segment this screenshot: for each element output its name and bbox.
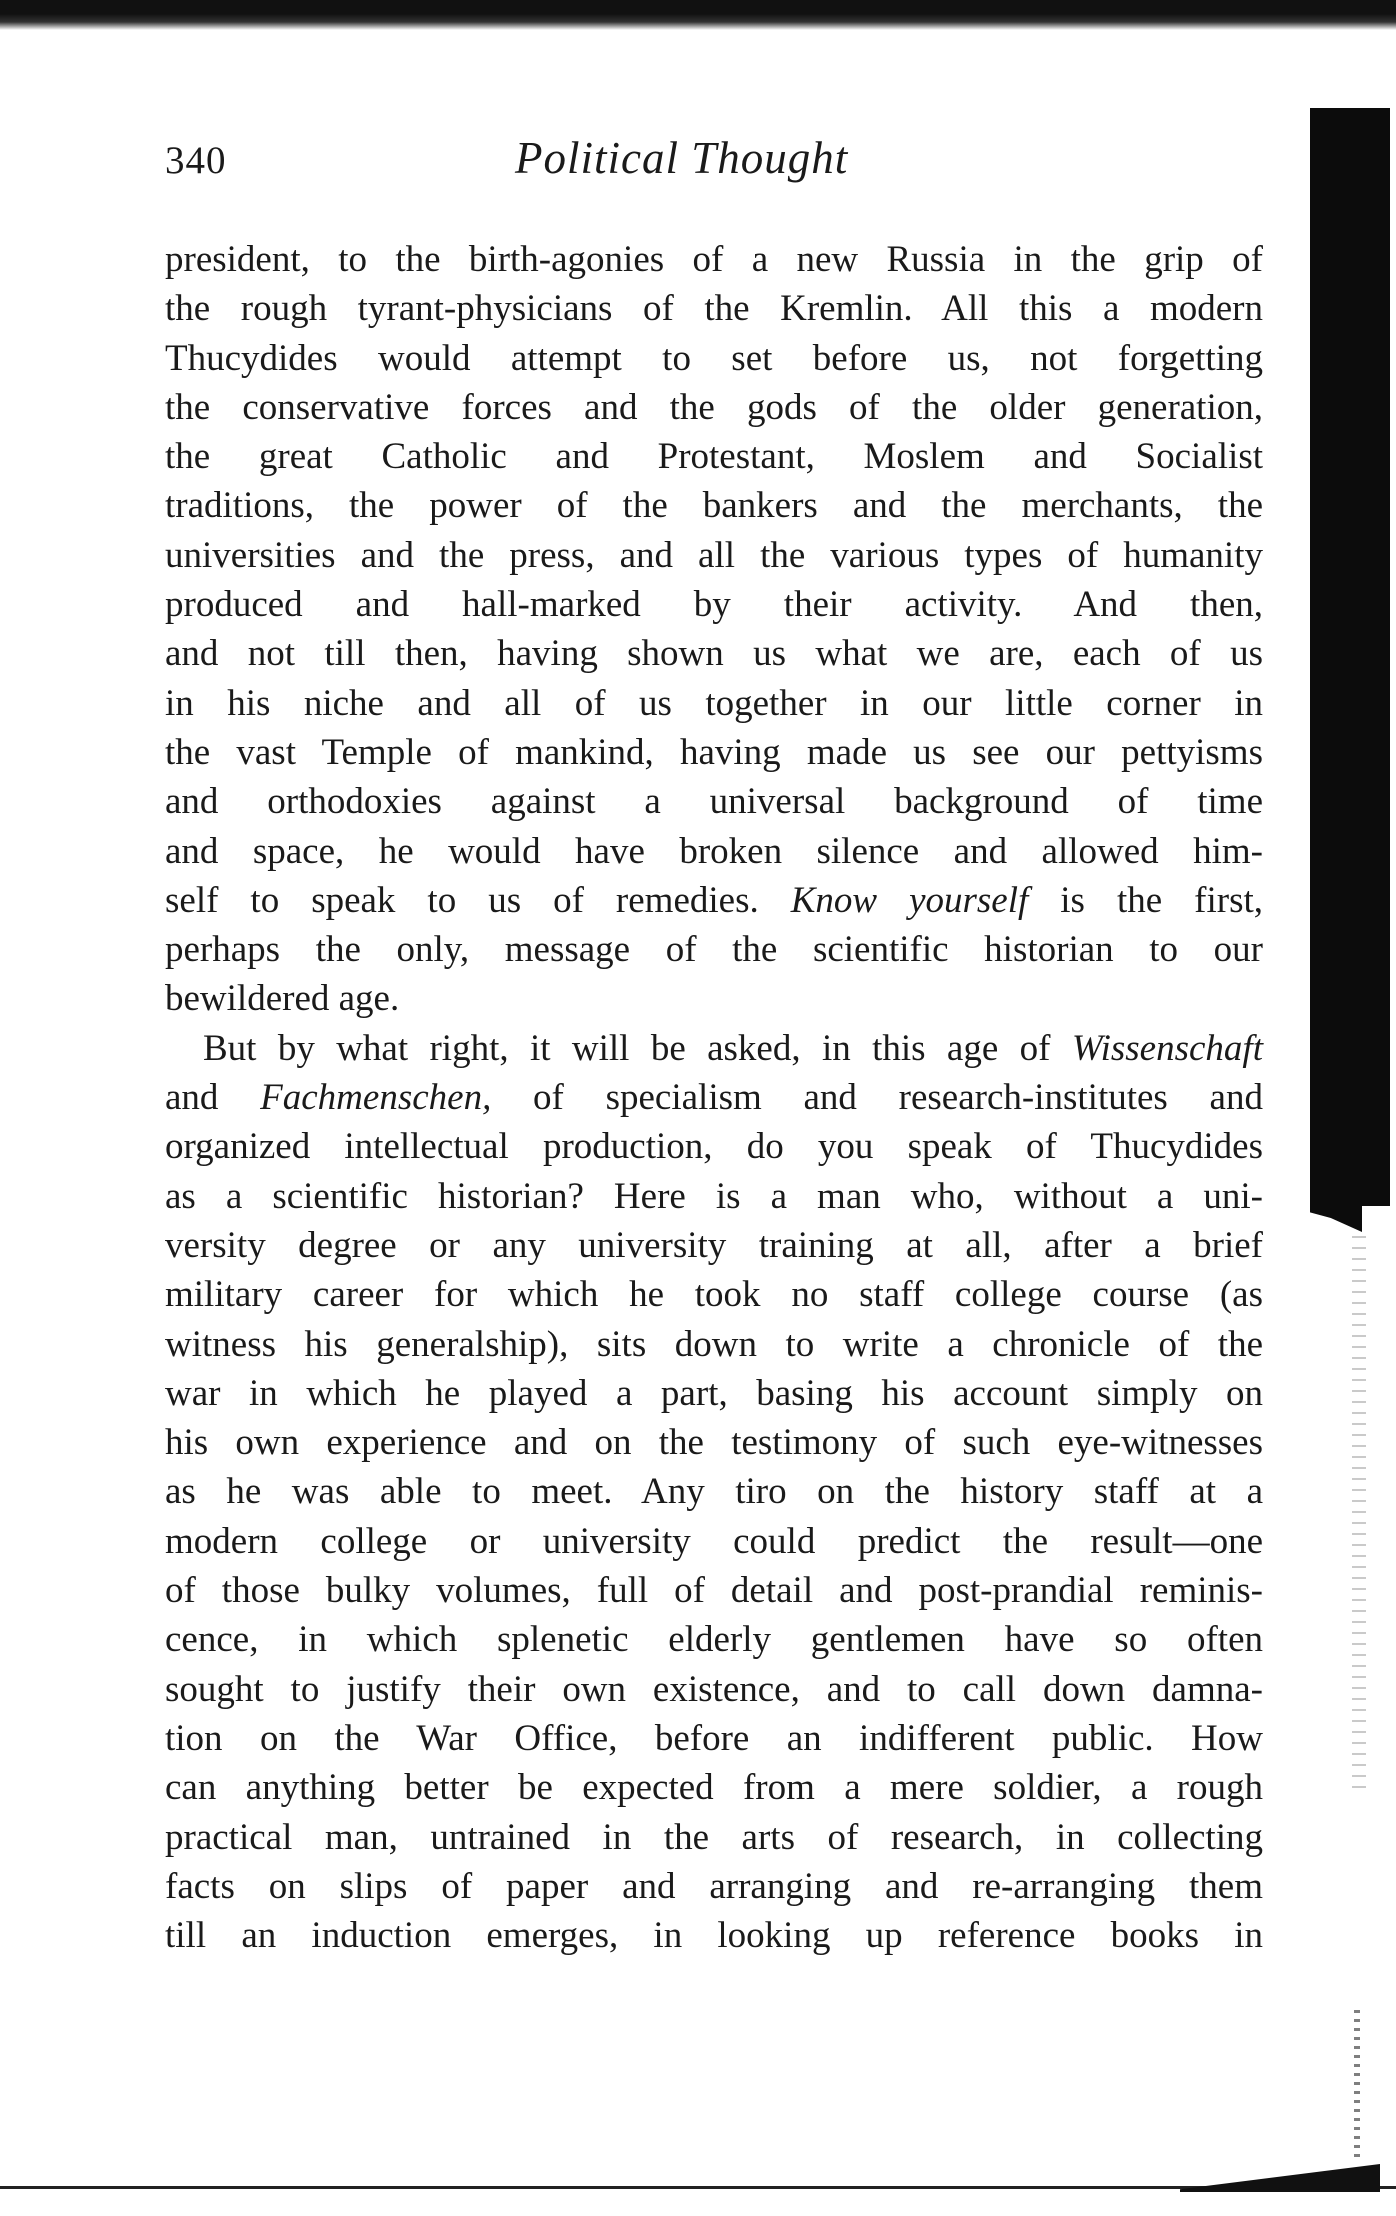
text-line: and orthodoxies against a universal background of time [165, 781, 1263, 823]
text-line: as he was able to meet. Any tiro on the history staff at a [165, 1471, 1263, 1513]
italic-phrase: Fachmenschen, [260, 1077, 492, 1119]
italic-phrase: Know yourself [790, 879, 1029, 921]
text-line: bewildered age. [165, 978, 400, 1020]
text-line: tion on the War Office, before an indifferent public. How [165, 1717, 1263, 1759]
text-line [165, 1073, 1263, 1122]
text-line: Thucydides would attempt to set before us, not forgetting [165, 337, 1263, 379]
text-line: the rough tyrant-physicians of the Kremlin. All this a modern [165, 288, 1263, 330]
text-line [165, 1024, 1263, 1073]
text-line: in his niche and all of us together in our little corner in [165, 682, 1263, 724]
running-title: Political Thought [515, 133, 849, 183]
text-line: the great Catholic and Protestant, Moslem and Socialist [165, 436, 1263, 478]
text-line: produced and hall-marked by their activity. And then, [165, 584, 1263, 626]
text-line [165, 876, 1263, 925]
text-line: facts on slips of paper and arranging and re-arranging them [165, 1865, 1263, 1907]
text-run: But by what right, it will be asked, in this age of [203, 1027, 1072, 1069]
text-run: is the first, [1028, 879, 1264, 921]
text-line: practical man, untrained in the arts of research, in collecting [165, 1816, 1263, 1858]
running-head [165, 133, 1275, 198]
text-line: the vast Temple of mankind, having made us see our pettyisms [165, 731, 1263, 773]
text-line: his own experience and on the testimony of such eye-witnesses [165, 1422, 1263, 1464]
text-line: till an induction emerges, in looking up reference books in [165, 1915, 1263, 1957]
text-line: modern college or university could predict the result—one [165, 1520, 1263, 1562]
text-line: and space, he would have broken silence and allowed him- [165, 830, 1263, 872]
scan-edge-shadow [1310, 108, 1390, 1206]
text-run: and [165, 1077, 261, 1119]
text-line: and not till then, having shown us what we are, each of us [165, 633, 1263, 675]
text-line: of those bulky volumes, full of detail and post-prandial reminis- [165, 1570, 1263, 1612]
text-line: witness his generalship), sits down to write a chronicle of the [165, 1323, 1263, 1365]
text-run: of specialism and research-institutes and [491, 1077, 1263, 1119]
text-line: traditions, the power of the bankers and the merchants, the [165, 485, 1263, 527]
italic-phrase: Wissenschaft [1071, 1027, 1263, 1069]
text-run: self to speak to us of remedies. [165, 879, 791, 921]
text-line: as a scientific historian? Here is a man who, without a uni- [165, 1175, 1263, 1217]
text-line: perhaps the only, message of the scientific historian to our [165, 929, 1263, 971]
text-line: universities and the press, and all the various types of humanity [165, 534, 1263, 576]
scan-edge-shadow-tail [1310, 1204, 1362, 1232]
page-number: 340 [165, 139, 227, 182]
body-text [165, 235, 1263, 1960]
text-line: cence, in which splenetic elderly gentlemen have so often [165, 1619, 1263, 1661]
scan-edge-specks-lower [1354, 2010, 1360, 2160]
text-line: can anything better be expected from a mere soldier, a rough [165, 1767, 1263, 1809]
text-line: organized intellectual production, do you speak of Thucydides [165, 1126, 1263, 1168]
text-line: war in which he played a part, basing his account simply on [165, 1372, 1263, 1414]
text-line: sought to justify their own existence, and to call down damna- [165, 1668, 1263, 1710]
text-line: versity degree or any university training at all, after a brief [165, 1224, 1263, 1266]
text-line: president, to the birth-agonies of a new Russia in the grip of [165, 239, 1263, 280]
bottom-edge-blot [1180, 2164, 1380, 2192]
top-border-rule [0, 0, 1396, 30]
scan-edge-specks [1352, 1236, 1366, 1796]
text-line: the conservative forces and the gods of the older generation, [165, 386, 1263, 428]
text-line: military career for which he took no staff college course (as [165, 1274, 1263, 1316]
